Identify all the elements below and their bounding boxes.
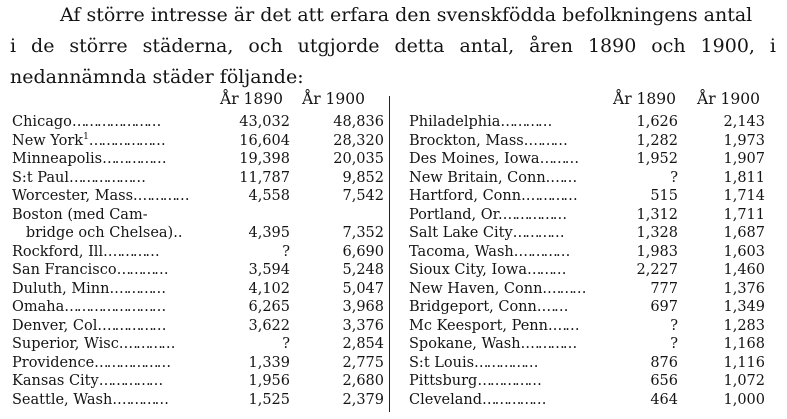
leader-dots: ……………	[101, 317, 165, 334]
value-1890: 1,956	[248, 373, 290, 389]
value-1890: ?	[282, 336, 290, 352]
intro-line-1: Af större intresse är det att erfara den svenskfödda befolkningens antal	[60, 4, 753, 26]
value-1900: 1,349	[723, 299, 765, 315]
leader-dots: …………	[107, 243, 158, 260]
value-1900: 1,116	[723, 354, 765, 371]
value-1900: 28,320	[333, 132, 384, 149]
value-1900: 3,968	[342, 299, 384, 315]
city-name	[409, 391, 545, 410]
city-label: New Britain, Conn.	[409, 169, 551, 186]
leader-dots: ……………	[102, 151, 165, 167]
city-label: Chicago	[12, 114, 72, 130]
right-header-1890: År 1890	[613, 90, 676, 108]
intro-paragraph	[10, 0, 776, 93]
value-1890: ?	[670, 317, 678, 334]
value-1900: 3,376	[342, 317, 384, 334]
city-label: Superior, Wisc.	[12, 336, 124, 352]
city-label: S:t Paul	[12, 169, 69, 186]
city-label: San Francisco	[12, 262, 117, 278]
leader-dots: ……………	[502, 206, 566, 223]
city-label: Hartford, Conn.	[409, 188, 526, 204]
leader-dots: ……………	[477, 373, 540, 389]
value-1890: 11,787	[239, 169, 290, 186]
value-1890: 4,102	[248, 280, 290, 297]
city-name	[12, 169, 144, 188]
leader-dots: …………………	[71, 114, 160, 130]
city-name	[409, 298, 566, 317]
value-1890: 1,983	[636, 243, 678, 260]
city-label: Boston (med Cam-	[12, 206, 148, 223]
value-1890: 43,032	[239, 114, 290, 130]
city-name	[409, 150, 577, 169]
value-1900: 20,035	[333, 151, 384, 167]
city-name	[12, 372, 161, 391]
leader-dots: …………	[114, 280, 165, 297]
value-1900: 6,690	[342, 243, 384, 260]
leader-dots: ………	[528, 132, 566, 149]
leader-dots: ………………	[68, 169, 144, 186]
value-1900: 1,460	[723, 262, 765, 278]
value-1890: 1,525	[248, 391, 290, 408]
value-1890: 876	[650, 354, 678, 371]
leader-dots: …………	[123, 336, 174, 352]
value-1900: 1,376	[723, 280, 765, 297]
column-divider	[389, 96, 390, 412]
value-1890: 2,227	[636, 262, 678, 278]
city-label: Worcester, Mass.	[12, 188, 138, 204]
city-label: Salt Lake City	[409, 225, 513, 241]
value-1890: 6,265	[248, 299, 290, 315]
value-1900: 7,352	[342, 225, 384, 241]
leader-dots: …………	[518, 243, 569, 260]
city-name	[12, 261, 167, 280]
value-1890: 3,622	[248, 317, 290, 334]
leader-dots: ……………	[98, 373, 162, 389]
intro-line-2: i de större städerna, och utgjorde detta antal, åren 1890 och 1900, i	[10, 35, 776, 57]
city-label: Pittsburg	[409, 373, 478, 389]
city-name	[409, 132, 566, 151]
city-label: Spokane, Wash.	[409, 336, 526, 352]
city-name	[409, 113, 550, 132]
city-name	[409, 187, 576, 206]
value-1890: ?	[670, 336, 678, 352]
city-name	[12, 391, 167, 410]
value-1900: 7,542	[342, 188, 384, 204]
city-label: New York	[12, 132, 84, 149]
city-name	[409, 243, 568, 262]
city-label: Cleveland	[409, 391, 482, 408]
leader-dots: ………	[539, 151, 578, 167]
value-1890: 777	[650, 280, 678, 297]
city-label: New Haven, Conn.	[409, 280, 548, 297]
leader-dots: …………	[525, 188, 576, 204]
city-name	[409, 261, 564, 280]
value-1900: 1,714	[723, 188, 765, 204]
value-1900: 1,687	[723, 225, 765, 241]
value-1900: 1,973	[723, 132, 765, 149]
leader-dots: …………	[512, 225, 563, 241]
city-name	[409, 354, 537, 373]
value-1890: 697	[650, 299, 678, 315]
leader-dots: ……………	[482, 391, 545, 408]
value-1900: 2,143	[723, 114, 765, 130]
value-1900: 1,711	[723, 206, 765, 223]
city-name	[12, 113, 159, 132]
city-label: S:t Louis	[409, 354, 475, 371]
value-1890: 1,282	[636, 132, 678, 149]
city-name	[12, 132, 164, 151]
leader-dots: ………………	[88, 132, 164, 149]
leader-dots: ………………	[94, 354, 170, 371]
city-name	[12, 280, 164, 299]
value-1890: 3,594	[248, 262, 290, 278]
city-name	[12, 243, 158, 262]
city-name	[409, 169, 575, 188]
value-1900: 5,248	[342, 262, 384, 278]
value-1890: ?	[282, 243, 290, 260]
value-1890: 656	[650, 373, 678, 389]
left-header-1900: År 1900	[302, 90, 365, 108]
value-1890: 1,328	[636, 225, 678, 241]
city-label: Mc Keesport, Penn.	[409, 317, 553, 334]
value-1900: 5,047	[342, 280, 384, 297]
leader-dots: ………	[547, 280, 585, 297]
value-1900: 2,775	[342, 354, 384, 371]
value-1900: 1,283	[723, 317, 765, 334]
value-1890: ?	[670, 169, 678, 186]
city-label: Seattle, Wash.	[12, 391, 117, 408]
value-1900: 9,852	[342, 169, 384, 186]
leader-dots: …………	[116, 391, 167, 408]
left-header-1890: År 1890	[220, 90, 283, 108]
value-1900: 1,907	[723, 151, 765, 167]
city-label: Rockford, Ill.	[12, 243, 108, 260]
city-label: Duluth, Minn.	[12, 280, 115, 297]
value-1900: 2,854	[342, 336, 384, 352]
city-label: Sioux City, Iowa	[409, 262, 527, 278]
value-1900: 1,168	[723, 336, 765, 352]
city-name	[12, 298, 164, 317]
city-label: Brockton, Mass.	[409, 132, 529, 149]
city-name	[409, 372, 540, 391]
value-1890: 1,626	[636, 114, 678, 130]
leader-dots: …………	[525, 336, 576, 352]
value-1900: 48,836	[333, 114, 384, 130]
city-label: Denver, Col.	[12, 317, 102, 334]
value-1890: 16,604	[239, 132, 290, 149]
city-label: Philadelphia	[409, 114, 501, 130]
leader-dots: ……	[541, 299, 567, 315]
city-label: Des Moines, Iowa	[409, 151, 540, 167]
intro-line-3: nedannämnda städer följande:	[10, 66, 304, 88]
city-name	[409, 335, 575, 354]
leader-dots: ……………	[474, 354, 537, 371]
city-name	[12, 150, 165, 169]
value-1890: 1,312	[636, 206, 678, 223]
city-name	[12, 224, 182, 243]
footnote-marker: 1	[83, 131, 89, 142]
leader-dots: …………	[137, 188, 188, 204]
city-name	[12, 187, 188, 206]
city-name	[409, 280, 585, 299]
leader-dots: …………	[500, 114, 551, 130]
city-label: Providence	[12, 354, 95, 371]
city-label: bridge och Chelsea)..	[12, 225, 183, 241]
value-1890: 4,395	[248, 225, 290, 241]
city-label: Bridgeport, Conn.	[409, 299, 542, 315]
city-name	[409, 206, 565, 225]
city-name	[409, 317, 578, 336]
value-1900: 2,680	[342, 373, 384, 389]
city-name	[12, 335, 173, 354]
leader-dots: ……	[550, 169, 576, 186]
city-label: Omaha	[12, 299, 65, 315]
value-1890: 1,339	[248, 354, 290, 371]
right-header-1900: År 1900	[697, 90, 760, 108]
value-1900: 1,072	[723, 373, 765, 389]
city-name	[12, 317, 164, 336]
city-label: Portland, Or.	[409, 206, 503, 223]
value-1900: 1,000	[723, 391, 765, 408]
city-name	[12, 206, 148, 225]
city-label: Tacoma, Wash.	[409, 243, 519, 260]
leader-dots: ……………………	[64, 299, 165, 315]
city-name	[409, 224, 563, 243]
value-1890: 19,398	[239, 151, 290, 167]
value-1900: 1,603	[723, 243, 765, 260]
value-1890: 464	[650, 391, 678, 408]
leader-dots: ……	[552, 317, 578, 334]
leader-dots: ………	[526, 262, 565, 278]
leader-dots: …………	[116, 262, 167, 278]
city-name	[12, 354, 169, 373]
value-1890: 515	[650, 188, 678, 204]
value-1900: 2,379	[342, 391, 384, 408]
value-1890: 1,952	[636, 151, 678, 167]
value-1890: 4,558	[248, 188, 290, 204]
city-label: Minneapolis	[12, 151, 103, 167]
value-1900: 1,811	[723, 169, 765, 186]
city-label: Kansas City	[12, 373, 99, 389]
